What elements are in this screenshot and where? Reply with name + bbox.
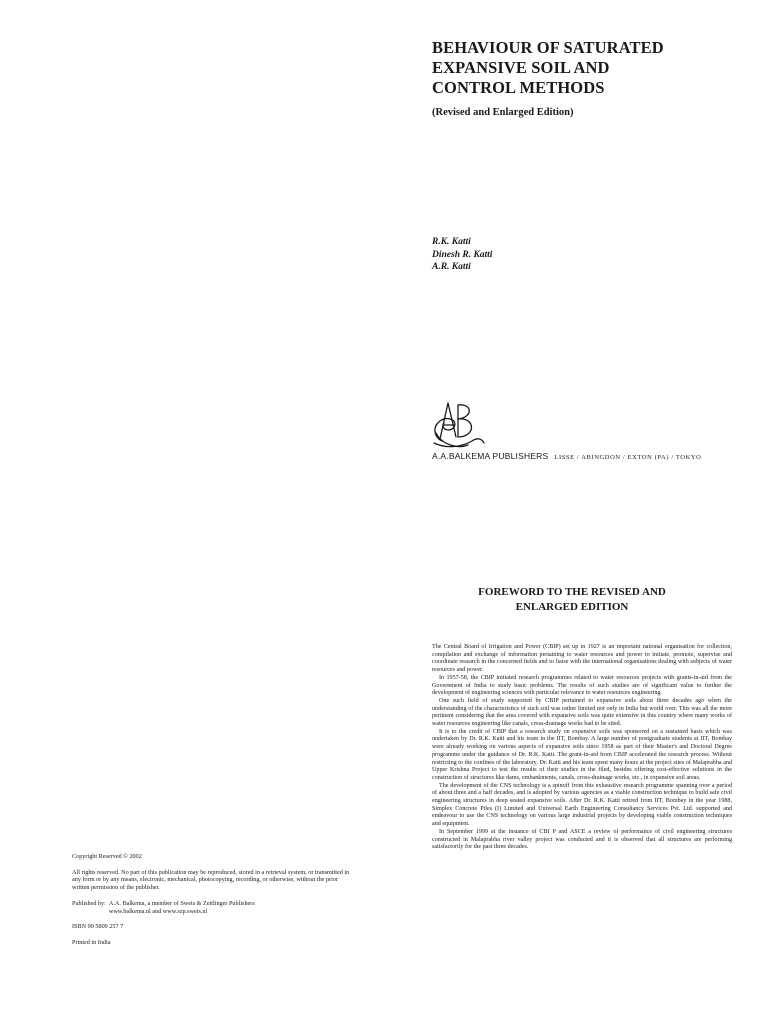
foreword-paragraph: In 1957-58, the CBIP initiated research programmes related to water resources projects with grants-in-aid from the Government of India to study basic problems. The results of such studies are of significant value to further the development of engineering sciences with particular relevance to water resources engineering.: [432, 674, 732, 697]
foreword-paragraph: The Central Board of Irrigation and Power (CBIP) set up in 1927 is an important national organisation for collection, compilation and exchange of information pertaining to water resources and power to initiate, promote, supervise and coordinate research in the concerned fields and to liaise with the international organisations dealing with subjects of water resources and power.: [432, 644, 732, 674]
copyright-notice: Copyright Reserved © 2002: [72, 853, 142, 860]
published-by-label: Published by:: [72, 899, 106, 907]
foreword-heading-line: ENLARGED EDITION: [515, 600, 629, 613]
author-name: Dinesh R. Katti: [432, 249, 493, 260]
foreword-paragraph: One such field of study supported by CBIP pertained to expansive soils about three decades ago when the understanding of the characteristics of such soil was rather limited not only in India but world over. This was all the more pertinent considering that the area covered with expansive soils was quite extensive in this country where many works of water resources engineering like canals, cross-drainage works had to be sited.: [432, 697, 732, 728]
publisher-websites: www.balkema.nl and www.szp.swets.nl: [108, 907, 208, 915]
book-title-line: EXPANSIVE SOIL AND: [432, 58, 610, 77]
published-by-text: [109, 900, 255, 915]
publisher-line: [432, 451, 762, 461]
publisher-logo-icon: [428, 397, 488, 451]
foreword-paragraph: It is to the credit of CBIP that a research study on expansive soils was sponsored on a sustained basis which was undertaken by Dr. R.K. Katti and his team in the IIT, Bombay. A large number of postgraduate students at IIT, Bombay were already working on various aspects of expansive soils since 1958 as part of their Master's and Doctoral Degree programme under the guidance of Dr. R.K. Katti. The grant-in-aid from CBIP accelerated the research process. Without restricting to the confines of the laboratory, Dr. Katti and his team spent many hours at the project sites of Malaprabha and Upper Krishna Project to test the results of their studies in the filed, besides offering cost-effective solutions in the construction of structures like dams, embankments, canals, cross-drainage works, etc., in expansive soil areas.: [432, 728, 732, 781]
publisher-locations: LISSE / ABINGDON / EXTON (PA) / TOKYO: [554, 454, 702, 461]
foreword-heading-line: FOREWORD TO THE REVISED AND: [478, 586, 666, 598]
printed-in: Printed in India: [72, 938, 111, 946]
foreword-body: [432, 644, 732, 852]
foreword-paragraph: In September 1999 at the instance of CBI P and ASCE a review of performance of civil engineering structures constructed in Malaprabha river valley project was conducted and it is observed that all structures are performing satisfactorily for the past three decades.: [432, 828, 732, 851]
publisher-statement: A.A. Balkema, a member of Swets & Zeitlinger Publishers: [108, 899, 255, 907]
published-by: [72, 900, 352, 915]
author-name: R.K. Katti: [432, 237, 471, 247]
rights-statement: All rights reserved. No part of this publication may be reproduced, stored in a retrieval system, or transmitted in any form or by any means, electronic, mechanical, photocopying, recording, or otherwise, without the prior written permission of the publisher.: [72, 868, 350, 892]
isbn: ISBN 90 5809 257 7: [72, 923, 124, 931]
book-title-line: CONTROL METHODS: [432, 78, 605, 97]
edition-subtitle: (Revised and Enlarged Edition): [432, 107, 574, 118]
foreword-paragraph: The development of the CNS technology is a spinoff from this exhaustive research programme spanning over a period of about three and a half decades, and is adopted by various agencies as a viable construction technique to build safe civil engineering structures in deep seated expansive soils. After Dr. R.K. Katti retired from IIT, Bombay in the year 1988, Simplex Concrete Piles (I) Limited and Universal Earth Engineering Consultancy Services Pvt. Ltd. supported and endeavour to use the CNS technology on various large industrial projects by developing viable construction techniques and equipment.: [432, 782, 732, 828]
copyright-block: [72, 853, 352, 955]
book-title-line: BEHAVIOUR OF SATURATED: [432, 38, 664, 57]
author-list: [432, 236, 492, 274]
title-block: [432, 38, 752, 118]
author-name: A.R. Katti: [432, 262, 471, 272]
publisher-name: A.A.BALKEMA PUBLISHERS: [432, 451, 549, 461]
book-title: [432, 38, 752, 98]
foreword-heading: [432, 585, 712, 614]
